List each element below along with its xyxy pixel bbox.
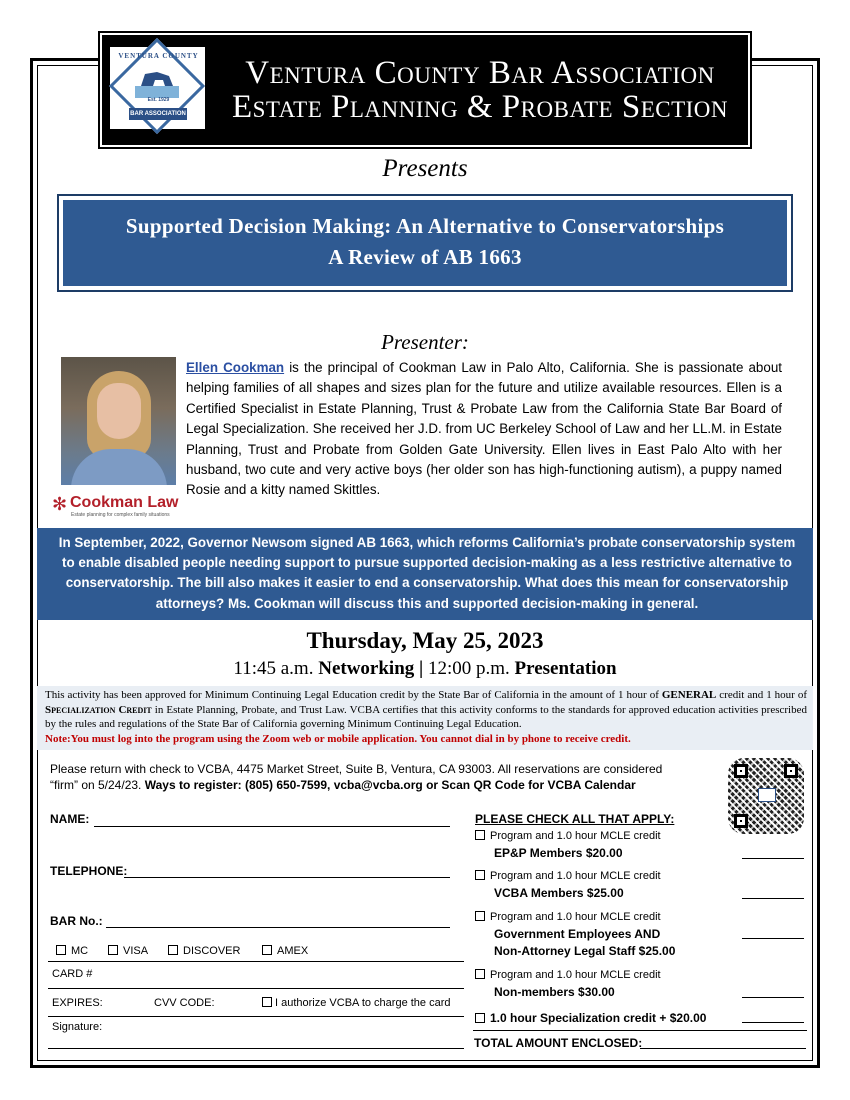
logo-bottom-text: BAR ASSOCIATION (129, 108, 187, 120)
topic-box (62, 199, 788, 287)
name-label: NAME: (50, 812, 90, 826)
presenter-photo (61, 357, 176, 485)
option-vcba-price: VCBA Members $25.00 (494, 886, 624, 900)
signature-label: Signature: (52, 1021, 103, 1033)
topic-subtitle: A Review of AB 1663 (328, 245, 522, 269)
option-government[interactable]: Program and 1.0 hour MCLE credit (475, 911, 661, 923)
authorize-charge[interactable]: I authorize VCBA to charge the card (262, 997, 451, 1009)
option-epp[interactable]: Program and 1.0 hour MCLE credit (475, 830, 661, 842)
mcle-text: This activity has been approved for Minimum Continuing Legal Education credit by the State Bar of California in the amount of 1 hour of GENERAL credit and 1 hour of Specialization Credit in Estate Planning, Probate, and Trust Law. VCBA certifies that this activity conforms to the standards for approved education activities prescribed by the rules and regulations of the State Bar of California governing Minimum Continuing Legal Education. Note:You must log into the program using the Zoom web or mobile application. You cannot dial in by phone to receive credit. (45, 689, 808, 745)
option-government-line2: Government Employees AND (494, 927, 661, 941)
presenter-name-link[interactable]: Ellen Cookman (186, 360, 285, 375)
card-number-label: CARD # (52, 968, 93, 980)
logo-top-text: VENTURA COUNTY (118, 52, 199, 60)
event-date: Thursday, May 25, 2023 (306, 628, 544, 653)
presents-text: Presents (382, 155, 468, 182)
registration-instructions: Please return with check to VCBA, 4475 Market Street, Suite B, Ventura, CA 93003. All reservations are considered “firm” on 5/24/23. Ways to register: (805) 650-7599, vcba@vcba.org or Scan QR Code for VCBA Calendar (50, 762, 663, 792)
expiry-field[interactable] (48, 1016, 464, 1017)
total-field[interactable] (640, 1048, 806, 1049)
logo-est-text: Est. 1929 (147, 97, 170, 103)
name-field[interactable] (94, 826, 450, 827)
bar-number-label: BAR No.: (50, 914, 103, 928)
signature-field[interactable] (48, 1048, 464, 1049)
topic-title: Supported Decision Making: An Alternative to Conservatorships (125, 214, 725, 238)
presenter-bio (186, 358, 782, 501)
checkbox[interactable] (475, 969, 485, 979)
option-epp-price: EP&P Members $20.00 (494, 846, 623, 860)
checkbox[interactable] (108, 945, 118, 955)
checkbox[interactable] (475, 1013, 485, 1023)
card-number-field[interactable] (48, 988, 464, 989)
presenter-bio-text: is the principal of Cookman Law in Palo Alto, California. She is passionate about helping families of all shapes and sizes plan for the future and utilize available resources. Ellen is a Certified Specialist in Estate Planning, Trust & Probate Law from the California State Bar Board of Legal Specialization. She received her J.D. from UC Berkeley School of Law and her LL.M. in Estate Planning, Trust and Probate from Golden Gate University. Ellen lives in East Palo Alto with her husband, two cute and very active boys (her older son has high-functioning autism), a puppy named Rosie and a kitty named Skittles. (186, 360, 782, 498)
option-epp-amount[interactable] (742, 858, 804, 859)
expires-label: EXPIRES: (52, 997, 103, 1009)
option-nonmember-price: Non-members $30.00 (494, 985, 615, 999)
qr-code[interactable] (728, 758, 804, 834)
options-heading: PLEASE CHECK ALL THAT APPLY: (475, 812, 675, 826)
checkbox[interactable] (262, 997, 272, 1007)
card-amex[interactable]: AMEX (262, 945, 308, 957)
option-government-amount[interactable] (742, 938, 804, 939)
telephone-field[interactable] (124, 877, 450, 878)
cookman-tree-icon: ✻ (52, 494, 68, 514)
option-nonmember-amount[interactable] (742, 997, 804, 998)
option-government-price: Non-Attorney Legal Staff $25.00 (494, 944, 676, 958)
card-visa[interactable]: VISA (108, 945, 148, 957)
mcle-note: Note:You must log into the program using the Zoom web or mobile application. You cannot dial in by phone to receive credit. (45, 732, 631, 745)
description-text: In September, 2022, Governor Newsom signed AB 1663, which reforms California’s probate conservatorship system to enable disabled people needing support to pursue supported decision-making as a less restrictive alternative to conservatorship. The bill also makes it easier to end a conservatorship. What does this mean for conservatorship attorneys? Ms. Cookman will discuss this and supported decision-making in general. (58, 535, 796, 611)
cookman-logo-tagline: Estate planning for complex family situations (71, 512, 170, 518)
option-nonmember[interactable]: Program and 1.0 hour MCLE credit (475, 969, 661, 981)
bar-number-field[interactable] (106, 927, 450, 928)
option-specialization[interactable]: 1.0 hour Specialization credit + $20.00 (475, 1011, 706, 1025)
total-label: TOTAL AMOUNT ENCLOSED: (474, 1036, 643, 1050)
checkbox[interactable] (168, 945, 178, 955)
card-mc[interactable]: MC (56, 945, 88, 957)
vcba-logo (110, 47, 205, 129)
divider (48, 961, 464, 962)
cookman-logo-text: Cookman Law (70, 494, 179, 511)
checkbox[interactable] (475, 870, 485, 880)
telephone-label: TELEPHONE: (50, 864, 128, 878)
checkbox[interactable] (475, 911, 485, 921)
option-vcba[interactable]: Program and 1.0 hour MCLE credit (475, 870, 661, 882)
section-title: Estate Planning & Probate Section (231, 89, 729, 125)
org-title: Ventura County Bar Association (245, 55, 715, 91)
presenter-heading: Presenter: (381, 330, 469, 354)
card-discover[interactable]: DISCOVER (168, 945, 240, 957)
option-specialization-amount[interactable] (742, 1022, 804, 1023)
option-vcba-amount[interactable] (742, 898, 804, 899)
divider (473, 1030, 807, 1031)
cvv-label: CVV CODE: (154, 997, 215, 1009)
arch-rock-icon (135, 68, 179, 98)
checkbox[interactable] (262, 945, 272, 955)
checkbox[interactable] (475, 830, 485, 840)
checkbox[interactable] (56, 945, 66, 955)
event-time: 11:45 a.m. Networking | 12:00 p.m. Presentation (233, 658, 617, 679)
